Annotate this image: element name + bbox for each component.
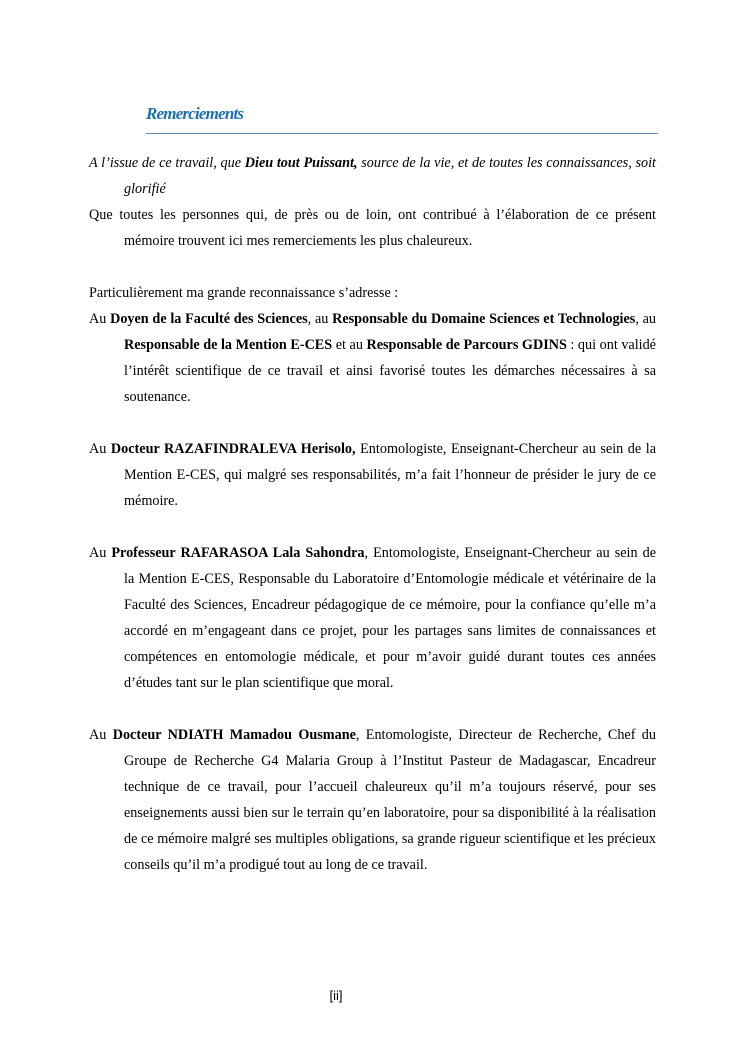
spacer bbox=[89, 514, 656, 540]
text-run: Au bbox=[89, 441, 111, 457]
paragraph-jury-president bbox=[89, 436, 656, 514]
text-run: Au bbox=[89, 545, 112, 561]
bold-run: Doyen de la Faculté des Sciences bbox=[110, 311, 308, 327]
paragraph-dedication bbox=[89, 150, 656, 202]
document-body bbox=[89, 150, 656, 878]
bold-run: Docteur RAZAFINDRALEVA Herisolo, bbox=[110, 441, 356, 457]
text-run: , Entomologiste, Enseignant-Chercheur au sein de la Mention E-CES, Responsable du Laboratoire d’Entomologie médicale et vétérinaire de la Faculté des Sciences, Encadreur pédagogique de ce mémoire, pour la confiance qu’elle m’a accordé en m’engageant dans ce projet, pour les partages sans limites de connaissances et compétences en entomologie médicale, et pour m’avoir guidé durant toutes ces années d’études tant sur le plan scientifique que moral. bbox=[124, 545, 656, 691]
text-run: et au bbox=[332, 337, 367, 353]
text-run: source de la vie, et de toutes les connaissances, soit glorifié bbox=[124, 155, 656, 197]
text-run: : qui ont validé l’intérêt scientifique de ce travail et ainsi favorisé toutes les démarches nécessaires à sa soutenance. bbox=[124, 337, 656, 405]
title-block bbox=[146, 103, 658, 134]
paragraph-general-thanks: Que toutes les personnes qui, de près ou de loin, ont contribué à l’élaboration de ce présent mémoire trouvent ici mes remerciements les plus chaleureux. bbox=[89, 207, 656, 249]
paragraph-supervisor bbox=[89, 540, 656, 696]
spacer bbox=[89, 696, 656, 722]
bold-run: Docteur NDIATH Mamadou Ousmane bbox=[112, 727, 356, 743]
spacer bbox=[89, 410, 656, 436]
text-run: Au bbox=[89, 727, 113, 743]
text-run: Au bbox=[89, 311, 111, 327]
paragraph-technical-supervisor bbox=[89, 722, 656, 878]
bold-run: Dieu tout Puissant, bbox=[244, 155, 358, 171]
spacer bbox=[89, 254, 656, 280]
title-underline bbox=[146, 133, 658, 134]
text-run: , au bbox=[307, 311, 333, 327]
text-run: A l’issue de ce travail, que bbox=[89, 155, 245, 171]
bold-run: Responsable du Domaine Sciences et Technologies bbox=[332, 311, 636, 327]
paragraph-faculty-thanks bbox=[89, 306, 656, 410]
bold-run: Responsable de la Mention E-CES bbox=[124, 337, 333, 353]
bold-run: Professeur RAFARASOA Lala Sahondra bbox=[111, 545, 365, 561]
text-run: , Entomologiste, Directeur de Recherche, Chef du Groupe de Recherche G4 Malaria Group à l’Institut Pasteur de Madagascar, Encadreur technique de ce travail, pour l’accueil chaleureux qu’il m’a toujours réservé, pour ses enseignements aussi bien sur le terrain qu’en laboratoire, pour sa disponibilité à la réalisation de ce mémoire malgré ses multiples obligations, sa grande rigueur scientifique et les précieux conseils qu’il m’a prodigué tout au long de ce travail. bbox=[124, 727, 656, 873]
page-number: [ii] bbox=[329, 988, 343, 1003]
paragraph-intro: Particulièrement ma grande reconnaissance s’adresse : bbox=[89, 285, 399, 301]
page-title: Remerciements bbox=[146, 104, 244, 123]
bold-run: Responsable de Parcours GDINS bbox=[366, 337, 567, 353]
text-run: Entomologiste, Enseignant-Chercheur au sein de la Mention E-CES, qui malgré ses responsabilités, m’a fait l’honneur de présider le jury de ce mémoire. bbox=[124, 441, 656, 509]
text-run: , au bbox=[635, 311, 656, 327]
